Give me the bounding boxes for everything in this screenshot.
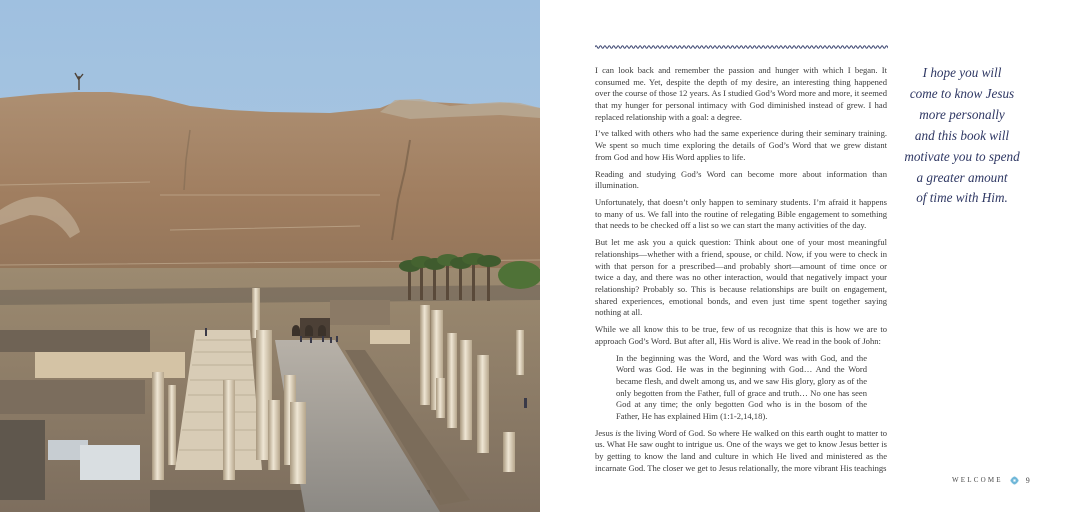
pull-quote-line: a greater amount bbox=[916, 169, 1008, 185]
body-paragraph-closing bbox=[595, 428, 887, 475]
flower-icon bbox=[1010, 476, 1019, 485]
body-paragraph: Reading and studying God’s Word can become more about information than illumination. bbox=[595, 168, 887, 191]
running-footer-section: WELCOME bbox=[952, 476, 1003, 484]
pull-quote-line: motivate you to spend bbox=[904, 148, 1020, 164]
text-page bbox=[540, 0, 1080, 512]
page-footer bbox=[952, 474, 1030, 486]
wavy-rule-divider bbox=[595, 42, 888, 52]
pull-quote-line: I hope you will bbox=[922, 65, 1002, 80]
pull-quote-line: and this book will bbox=[914, 127, 1010, 143]
pull-quote-line: more personally bbox=[919, 106, 1005, 122]
text-run: the living Word of God. So where He walked on this earth ought to matter to us. What He saw ought to intrigue us. One of the ways we get to know Jesus better is by getting to know the land and culture in which He lived and ministered as the incarnate God. The closer we get to Jesus relationally, the more vibrant His teachings bbox=[595, 427, 887, 473]
pull-quote bbox=[900, 63, 1024, 209]
pull-quote-line: come to know Jesus bbox=[909, 85, 1015, 101]
body-paragraph: I’ve talked with others who had the same experience during their seminary training. We spent so much time exploring the details of God’s Word that we grew distant from God and how His Word applies to life. bbox=[595, 128, 887, 162]
body-paragraph: But let me ask you a quick question: Think about one of your most meaningful relationships—whether with a friend, spouse, or child. Now, if you were to check in with that person for a prescribed—and probably short—amount of time once or twice a day, and there was no other interaction, would that negatively impact your relationship? Probably so. This is because relationships are built on engagement, shared experiences, emotional bonds, and even just time spent together saying nothing at all. bbox=[595, 237, 887, 318]
page-number: 9 bbox=[1025, 475, 1030, 485]
body-paragraph: I can look back and remember the passion and hunger with which I began. It consumed me. Yet, despite the depth of my desire, an interesting thing happened over the course of those 12 years. As I studied God’s Word more and more, it seemed that my hunger for personal intimacy with God diminished instead of grew. I had replaced relationship with a goal: a degree. bbox=[595, 65, 887, 122]
scripture-block-quote: In the beginning was the Word, and the Word was with God, and the Word was God. He was in the beginning with God… And the Word became flesh, and dwelt among us, and we saw His glory, glory as of the only begotten from the Father, full of grace and truth… No one has seen God at any time; the only begotten God who is in the bosom of the Father, He has explained Him (1:1-2,14,18). bbox=[616, 352, 867, 421]
emphasis-text: is bbox=[615, 427, 621, 438]
arches bbox=[292, 325, 326, 336]
pull-quote-line: of time with Him. bbox=[916, 190, 1008, 206]
body-paragraph: Unfortunately, that doesn’t only happen to seminary students. I’m afraid it happens to many of us. We fall into the routine of relegating Bible engagement to something that needs to be checked off a list so we can start the many activities of the day. bbox=[595, 197, 887, 231]
body-paragraph: While we all know this to be true, few of us recognize that this is how we are to approach God’s Word. But after all, His Word is alive. We read in the book of John: bbox=[595, 324, 887, 346]
text-run: Jesus bbox=[595, 427, 616, 438]
body-text-column bbox=[595, 65, 887, 480]
